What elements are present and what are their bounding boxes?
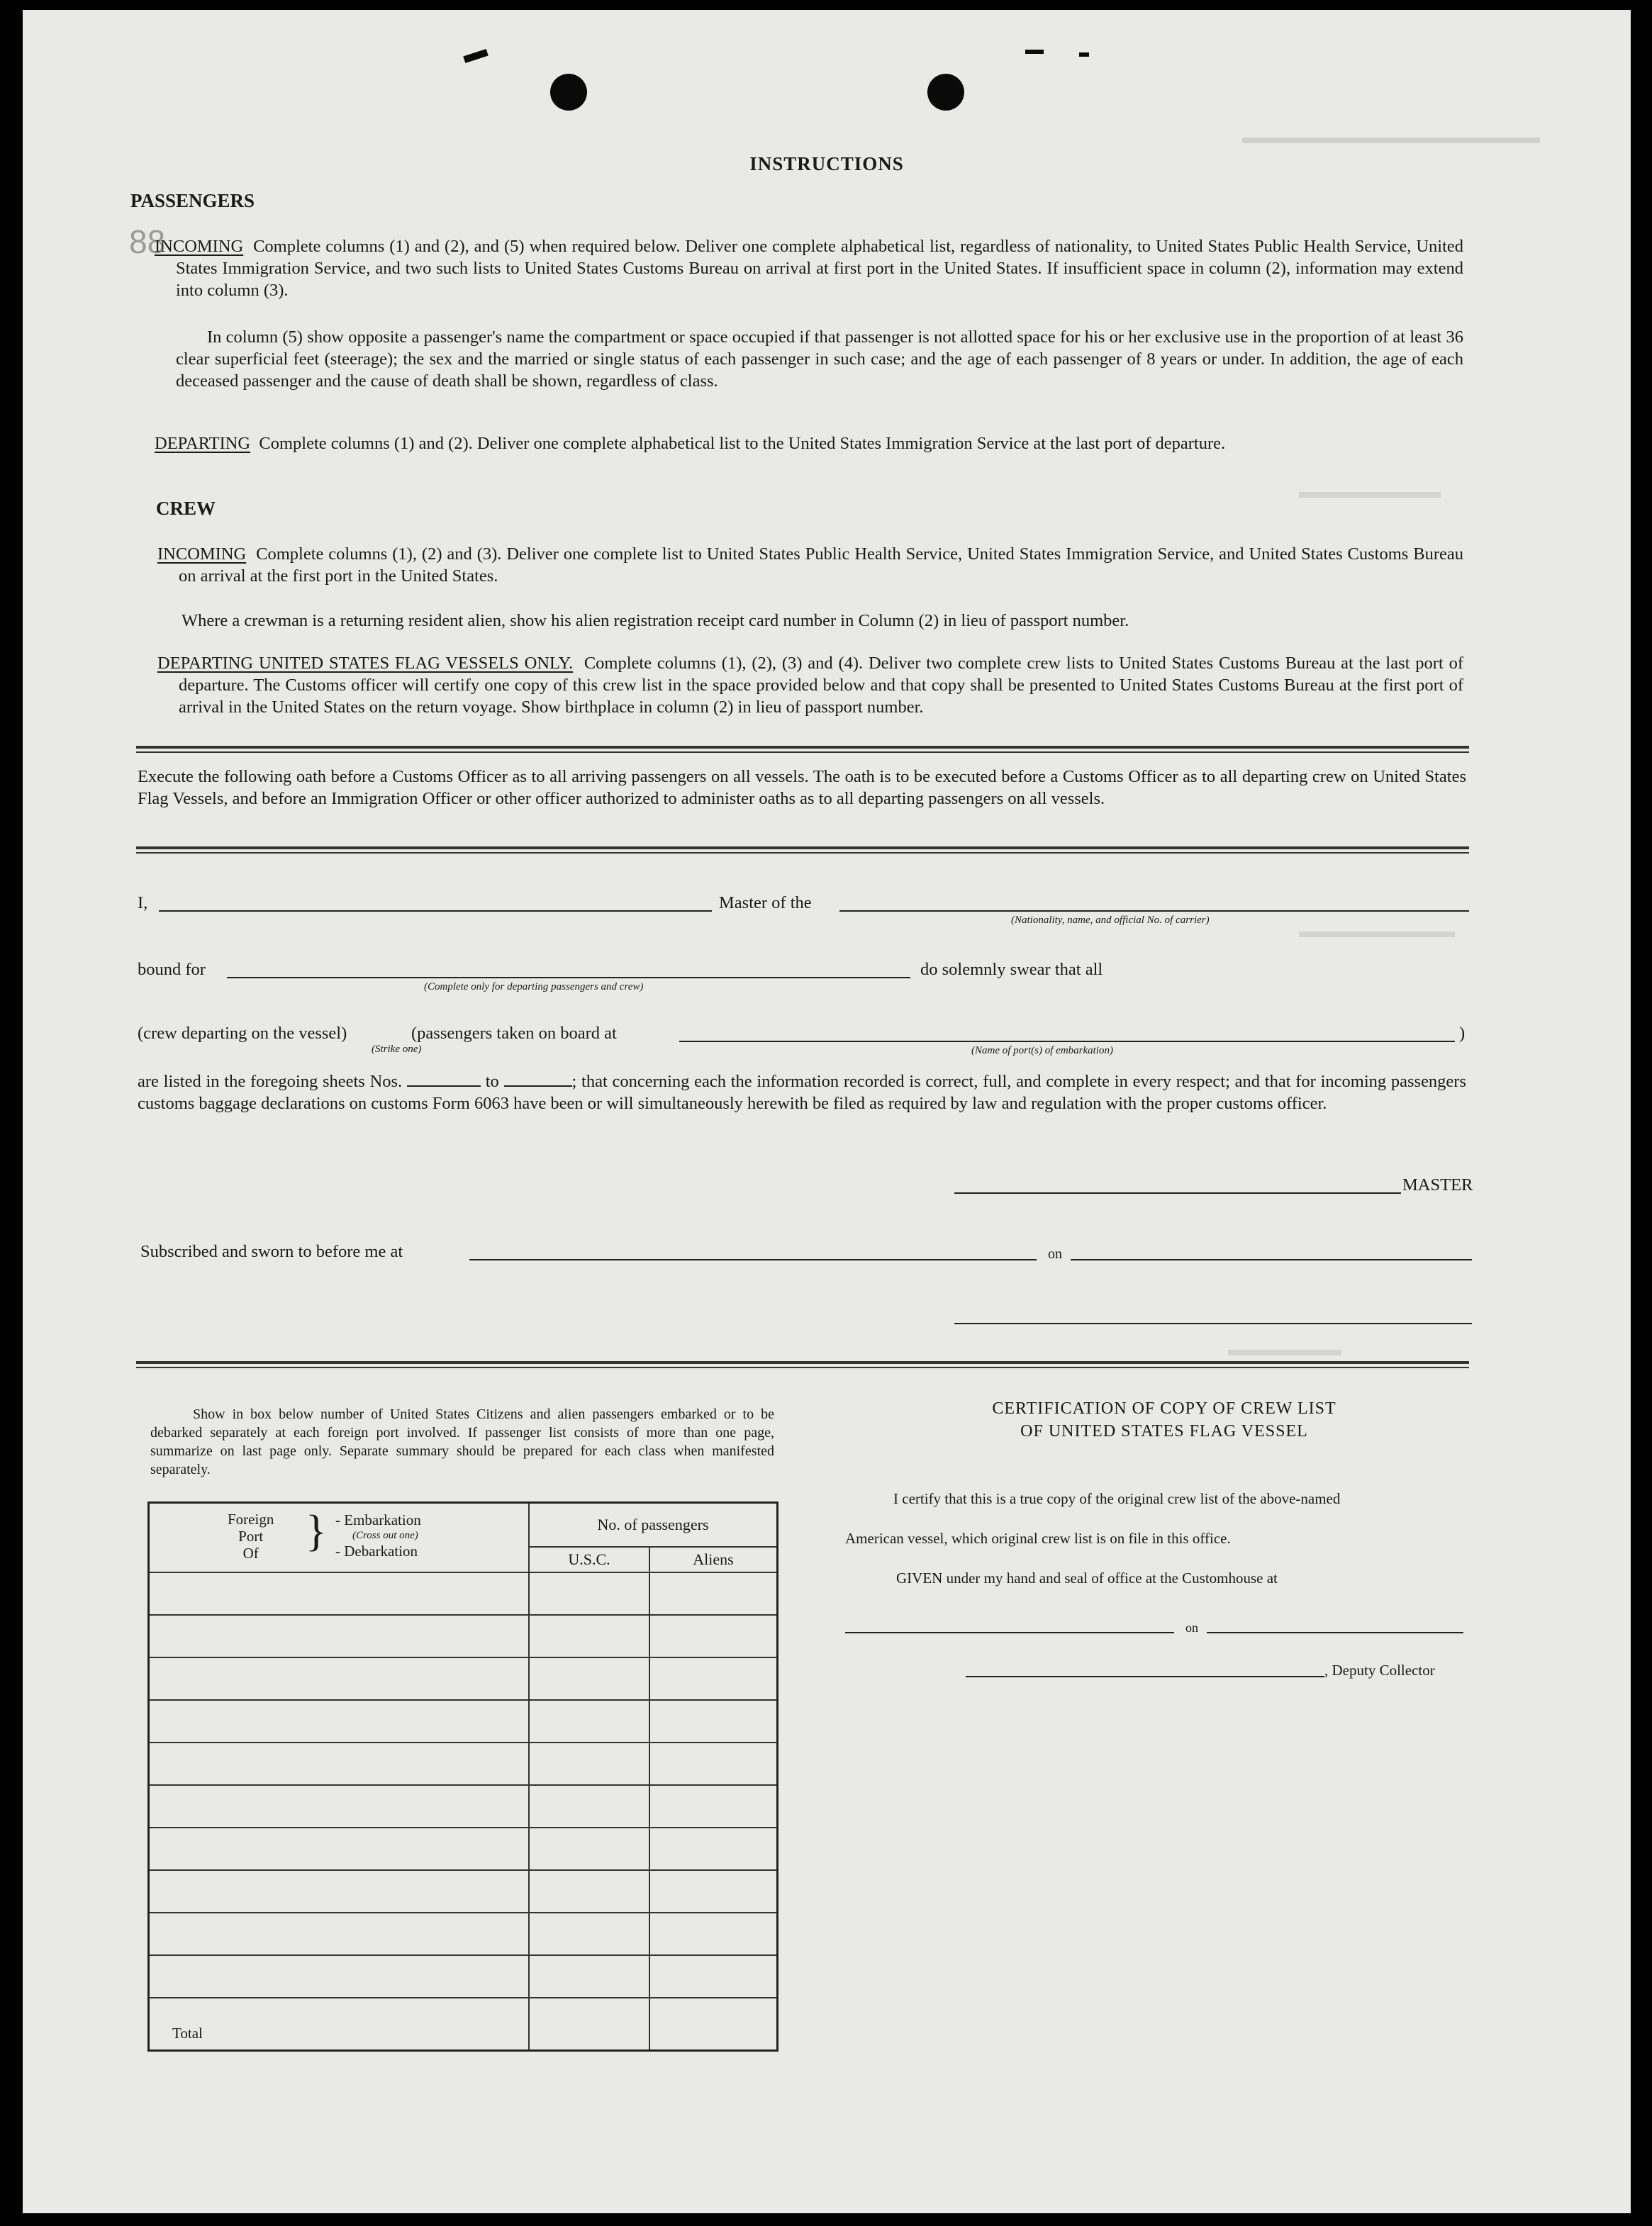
certification-line-1: I certify that this is a true copy of the original crew list of the above-named: [893, 1490, 1341, 1507]
master-label: MASTER: [1402, 1175, 1473, 1195]
bound-for-field[interactable]: [227, 977, 910, 978]
passengers-incoming-block: [155, 235, 1463, 301]
usc-header: U.S.C.: [529, 1547, 649, 1572]
section-divider: [136, 746, 1469, 749]
oath-bound-for-label: bound for: [138, 960, 206, 979]
section-divider: [136, 751, 1469, 753]
table-row: [149, 1743, 778, 1785]
passengers-taken-option[interactable]: (passengers taken on board at: [411, 1024, 617, 1043]
usc-cell[interactable]: [529, 1785, 649, 1828]
ports-note: (Name of port(s) of embarkation): [971, 1045, 1113, 1056]
ink-mark: [463, 49, 488, 63]
crew-departing-block: [157, 652, 1463, 718]
summary-instructions: Show in box below number of United States Citizens and alien passengers embarked or to be debarked separately at each foreign port involved. If passenger list consists of more than one page, summarize on last page only. Separate summary should be prepared for each class when manifested separately.: [150, 1406, 774, 1477]
carrier-field[interactable]: [839, 910, 1469, 912]
certification-line-2: American vessel, which original crew list is on file in this office.: [845, 1530, 1231, 1547]
crew-departing-label: DEPARTING UNITED STATES FLAG VESSELS ONLY.: [157, 654, 574, 673]
sheet-from-field[interactable]: [407, 1085, 481, 1087]
aliens-cell[interactable]: [649, 1913, 778, 1955]
crew-departing-option[interactable]: (crew departing on the vessel): [138, 1024, 347, 1043]
page-title: INSTRUCTIONS: [749, 153, 904, 174]
bound-for-note: (Complete only for departing passengers and crew): [424, 981, 644, 992]
close-paren: ): [1459, 1024, 1466, 1043]
table-row: [149, 1913, 778, 1955]
passengers-departing-text: Complete columns (1) and (2). Deliver one complete alphabetical list to the United States Immigration Service at the last port of departure.: [259, 434, 1226, 453]
oath-statement: [138, 1070, 1466, 1114]
table-row: [149, 1870, 778, 1913]
usc-cell[interactable]: [529, 1955, 649, 1998]
customhouse-field[interactable]: [845, 1632, 1174, 1633]
section-divider: [136, 1361, 1469, 1364]
port-cell[interactable]: [149, 1870, 530, 1913]
debarkation-option[interactable]: - Debarkation: [335, 1543, 418, 1560]
crew-incoming-text: Complete columns (1), (2) and (3). Deliver one complete list to United States Public Health Service, United States Immigration Service, and United States Customs Bureau on arrival at the first port in the United States.: [179, 544, 1464, 586]
port-cell[interactable]: [149, 1828, 530, 1870]
port-cell[interactable]: [149, 1743, 530, 1785]
total-usc-cell[interactable]: [529, 1998, 649, 2051]
sworn-place-field[interactable]: [469, 1259, 1037, 1260]
passengers-departing-label: DEPARTING: [155, 434, 251, 453]
bleed-through-mark: [1242, 138, 1540, 143]
port-cell[interactable]: [149, 1913, 530, 1955]
oath-i-label: I,: [138, 893, 148, 912]
port-cell[interactable]: [149, 1785, 530, 1828]
embarkation-option[interactable]: - Embarkation: [335, 1511, 421, 1528]
crew-resident-text: Where a crewman is a returning resident alien, show his alien registration receipt card number in Column (2) in lieu of passport number.: [182, 611, 1129, 630]
aliens-cell[interactable]: [649, 1955, 778, 1998]
usc-cell[interactable]: [529, 1615, 649, 1657]
usc-cell[interactable]: [529, 1700, 649, 1743]
certification-line-3: GIVEN under my hand and seal of office at the Customhouse at: [896, 1570, 1278, 1587]
officer-signature-field[interactable]: [954, 1323, 1472, 1324]
deputy-collector-label: , Deputy Collector: [1324, 1662, 1435, 1679]
port-cell[interactable]: [149, 1572, 530, 1615]
usc-cell[interactable]: [529, 1657, 649, 1700]
sheets-to-label: to: [485, 1072, 499, 1091]
passenger-summary-table: [147, 1501, 778, 2052]
oath-intro: Execute the following oath before a Customs Officer as to all arriving passengers on all vessels. The oath is to be executed before a Customs Officer as to all departing crew on United States Flag Vessels, and before an Immigration Officer or other officer authorized to administer oaths as to all departing passengers on all vessels.: [138, 767, 1466, 808]
crew-heading: CREW: [156, 498, 216, 519]
usc-cell[interactable]: [529, 1828, 649, 1870]
ink-mark: [1025, 50, 1044, 54]
port-cell[interactable]: [149, 1615, 530, 1657]
certification-heading-1: CERTIFICATION OF COPY OF CREW LIST: [992, 1399, 1336, 1418]
section-divider: [136, 1367, 1469, 1368]
sheet-to-field[interactable]: [504, 1085, 572, 1087]
certification-on-label: on: [1185, 1621, 1198, 1635]
strike-one-note: (Strike one): [372, 1044, 422, 1055]
crew-incoming-block: [157, 543, 1463, 587]
ink-mark: [1079, 52, 1089, 57]
passengers-departing-block: [155, 432, 1463, 454]
aliens-cell[interactable]: [649, 1785, 778, 1828]
passengers-count-header: No. of passengers: [529, 1503, 778, 1547]
usc-cell[interactable]: [529, 1913, 649, 1955]
sheets-label: are listed in the foregoing sheets Nos.: [138, 1072, 403, 1091]
margin-number: 88: [129, 223, 166, 260]
foreign-port-header: [149, 1503, 530, 1572]
bleed-through-mark: [1299, 492, 1441, 498]
passengers-incoming-label: INCOMING: [155, 237, 244, 256]
port-label: Port: [238, 1528, 264, 1545]
table-row: [149, 1615, 778, 1657]
master-name-field[interactable]: [159, 910, 712, 912]
table-row: [149, 1657, 778, 1700]
of-label: Of: [242, 1545, 259, 1562]
aliens-cell[interactable]: [649, 1743, 778, 1785]
master-signature-field[interactable]: [954, 1192, 1401, 1194]
table-row: [149, 1572, 778, 1615]
usc-cell[interactable]: [529, 1572, 649, 1615]
table-row: [149, 1828, 778, 1870]
brace-icon: }: [306, 1507, 327, 1555]
aliens-cell[interactable]: [649, 1657, 778, 1700]
sworn-on-label: on: [1048, 1246, 1062, 1262]
punch-hole-right: [927, 74, 964, 111]
crew-departing-text: Complete columns (1), (2), (3) and (4). Deliver two complete crew lists to United States Customs Bureau at the last port of departure. The Customs officer will certify one copy of this crew list in the space provided below and that copy shall be presented to United States Customs Bureau at the first port of arrival in the United States on the return voyage. Show birthplace in column (2) in lieu of passport number.: [179, 654, 1463, 717]
total-aliens-cell[interactable]: [649, 1998, 778, 2051]
cross-out-note: (Cross out one): [352, 1530, 418, 1541]
punch-hole-left: [550, 74, 587, 111]
total-label: Total: [149, 1998, 530, 2051]
passengers-incoming-text: Complete columns (1) and (2), and (5) when required below. Deliver one complete alphabetical list, regardless of nationality, to United States Public Health Service, United States Immigration Service, and two such lists to United States Customs Bureau on arrival at first port in the United States. If insufficient space in column (2), information may extend into column (3).: [176, 237, 1464, 300]
deputy-signature-field[interactable]: [966, 1676, 1324, 1677]
passengers-heading: PASSENGERS: [130, 190, 255, 211]
crew-incoming-label: INCOMING: [157, 544, 247, 564]
aliens-cell[interactable]: [649, 1870, 778, 1913]
aliens-header: Aliens: [649, 1547, 778, 1572]
carrier-note: (Nationality, name, and official No. of carrier): [1011, 915, 1210, 926]
foreign-label: Foreign: [228, 1511, 274, 1528]
subscribed-label: Subscribed and sworn to before me at: [140, 1242, 403, 1261]
bleed-through-mark: [1299, 932, 1455, 937]
usc-cell[interactable]: [529, 1743, 649, 1785]
aliens-cell[interactable]: [649, 1572, 778, 1615]
usc-cell[interactable]: [529, 1870, 649, 1913]
ports-of-embarkation-field[interactable]: [679, 1041, 1455, 1042]
section-divider: [136, 846, 1469, 849]
oath-statement-text: ; that concerning each the information recorded is correct, full, and complete in every respect; and that for incoming passengers customs baggage declarations on customs Form 6063 have been or will simultaneously herewith be filed as required by law and regulation with the proper customs officer.: [138, 1072, 1467, 1113]
passengers-column5-text: In column (5) show opposite a passenger's name the compartment or space occupied if that passenger is not allotted space for his or her exclusive use in the proportion of at least 36 clear superficial feet (steerage); the sex and the married or single status of each passenger in such case; and the age of each passenger of 8 years or under. In addition, the age of each deceased passenger and the cause of death shall be shown, regardless of class.: [176, 328, 1463, 391]
port-cell[interactable]: [149, 1955, 530, 1998]
table-row: [149, 1955, 778, 1998]
passengers-column5-block: [176, 326, 1463, 392]
certification-date-field[interactable]: [1207, 1632, 1463, 1633]
total-row: [149, 1998, 778, 2051]
document-page: [23, 10, 1631, 2213]
oath-swear-label: do solemnly swear that all: [920, 960, 1103, 979]
table-row: [149, 1785, 778, 1828]
aliens-cell[interactable]: [649, 1828, 778, 1870]
table-row: [149, 1700, 778, 1743]
sworn-date-field[interactable]: [1071, 1259, 1472, 1260]
aliens-cell[interactable]: [649, 1615, 778, 1657]
bleed-through-mark: [1228, 1350, 1341, 1355]
oath-master-of-label: Master of the: [719, 893, 812, 912]
section-divider: [136, 852, 1469, 854]
port-cell[interactable]: [149, 1657, 530, 1700]
port-cell[interactable]: [149, 1700, 530, 1743]
certification-heading-2: OF UNITED STATES FLAG VESSEL: [1020, 1422, 1308, 1441]
aliens-cell[interactable]: [649, 1700, 778, 1743]
